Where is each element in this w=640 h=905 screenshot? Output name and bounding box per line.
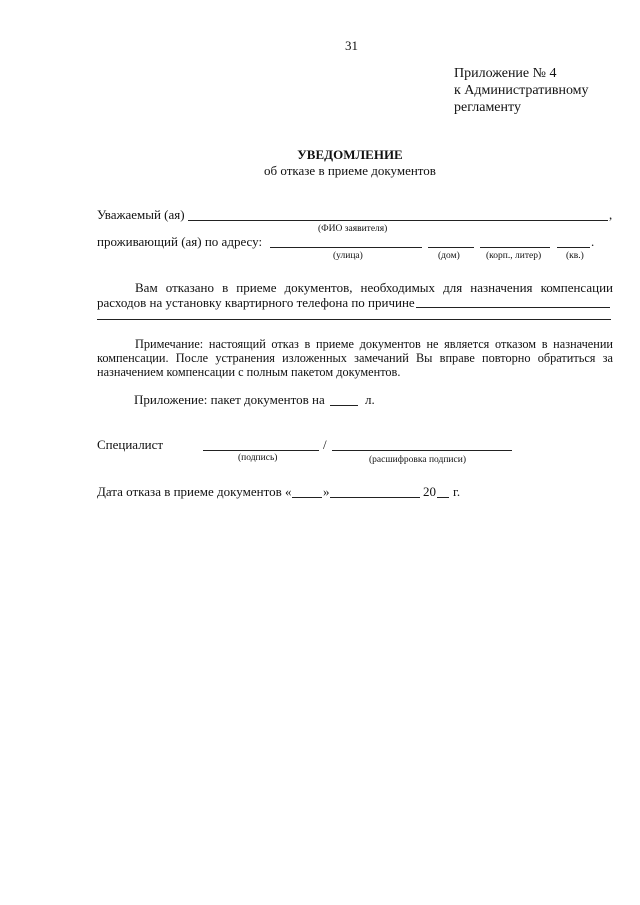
street-caption: (улица)	[333, 251, 363, 261]
street-field-line[interactable]	[270, 247, 422, 248]
reason-continuation-line[interactable]	[97, 319, 611, 320]
note-line-2: компенсации. После устранения изложенных замечаний Вы вправе повторно обратиться за	[97, 351, 613, 365]
addressee-comma: ,	[609, 207, 613, 222]
signature-caption: (подпись)	[238, 453, 278, 463]
refusal-line-2: расходов на установку квартирного телефона по причине	[97, 295, 415, 310]
page-number: 31	[345, 38, 358, 53]
addressee-label: Уважаемый (ая)	[97, 207, 185, 222]
document-subtitle: об отказе в приеме документов	[264, 163, 436, 178]
fio-field-line[interactable]	[188, 220, 608, 221]
reason-field-line[interactable]	[416, 307, 610, 308]
year-prefix: 20	[423, 484, 436, 499]
house-field-line[interactable]	[428, 247, 474, 248]
note-line-3: назначением компенсации с полным пакетом документов.	[97, 365, 401, 379]
appendix-line-3: регламенту	[454, 100, 521, 115]
refusal-line-1: Вам отказано в приеме документов, необходимых для назначения компенсации	[135, 280, 613, 295]
apartment-caption: (кв.)	[566, 251, 584, 261]
decode-caption: (расшифровка подписи)	[369, 455, 466, 465]
apartment-field-line[interactable]	[557, 247, 590, 248]
signature-field-line[interactable]	[203, 450, 319, 451]
specialist-label: Специалист	[97, 437, 164, 452]
signature-decode-field-line[interactable]	[332, 450, 512, 451]
address-label: проживающий (ая) по адресу:	[97, 234, 263, 249]
block-field-line[interactable]	[480, 247, 550, 248]
block-caption: (корп., литер)	[486, 251, 542, 261]
appendix-block	[454, 65, 589, 116]
appendix-line-1: Приложение № 4	[454, 66, 557, 81]
day-field-line[interactable]	[292, 497, 322, 498]
appendix-line-2: к Административному	[454, 83, 589, 98]
attachment-prefix: Приложение: пакет документов на	[134, 392, 325, 407]
year-suffix: г.	[453, 484, 461, 499]
pages-field-line[interactable]	[330, 405, 358, 406]
refusal-date-prefix: Дата отказа в приеме документов «	[97, 484, 292, 499]
fio-caption: (ФИО заявителя)	[318, 224, 388, 234]
specialist-slash: /	[323, 437, 327, 452]
month-field-line[interactable]	[330, 497, 420, 498]
refusal-date-close-quote: »	[323, 484, 330, 499]
attachment-suffix: л.	[365, 392, 375, 407]
year-field-line[interactable]	[437, 497, 449, 498]
document-title: УВЕДОМЛЕНИЕ	[297, 147, 403, 162]
house-caption: (дом)	[438, 251, 460, 261]
note-line-1: Примечание: настоящий отказ в приеме документов не является отказом в назначении	[135, 337, 613, 351]
address-dot: .	[591, 234, 595, 249]
